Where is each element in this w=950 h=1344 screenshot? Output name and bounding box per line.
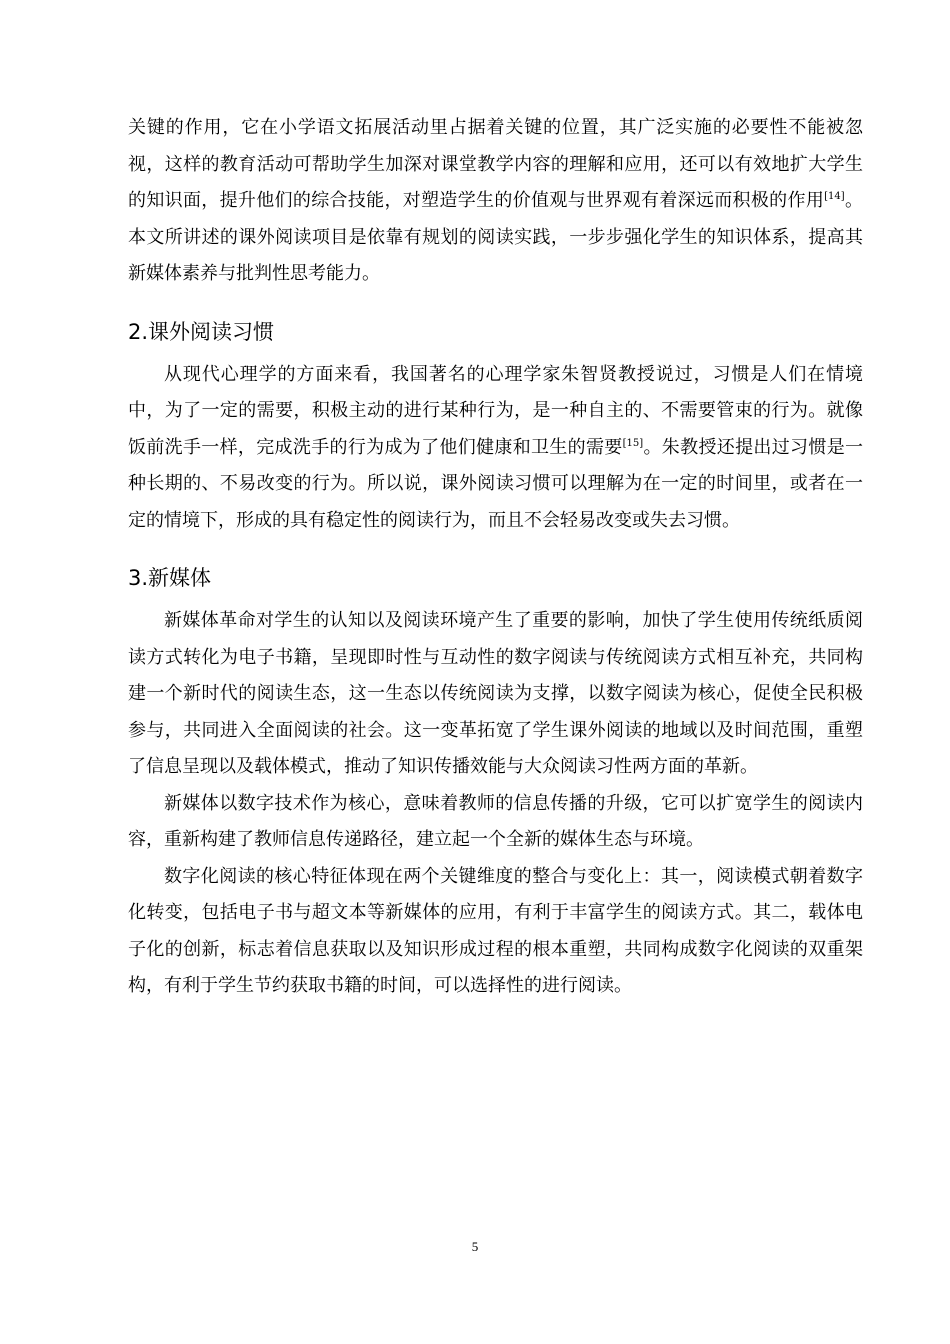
- paragraph-reading-habit: [128, 357, 863, 540]
- page-number: 5: [471, 1239, 479, 1254]
- paragraph-text: 。本文所讲述的课外阅读项目是依靠有规划的阅读实践，一步步强化学生的知识体系，提高其新媒体素养与批判性思考能力。: [128, 190, 864, 284]
- paragraph-text: 关键的作用，它在小学语文拓展活动里占据着关键的位置，其广泛实施的必要性不能被忽视，这样的教育活动可帮助学生加深对课堂教学内容的理解和应用，还可以有效地扩大学生的知识面，提升他们的综合技能，对塑造学生的价值观与世界观有着深远而积极的作用: [128, 117, 863, 211]
- section-heading-new-media: 3.新媒体: [128, 566, 212, 590]
- paragraph-digital-reading: 数字化阅读的核心特征体现在两个关键维度的整合与变化上：其一，阅读模式朝着数字化转变，包括电子书与超文本等新媒体的应用，有利于丰富学生的阅读方式。其二，载体电子化的创新，标志着信息获取以及知识形成过程的根本重塑，共同构成数字化阅读的双重架构，有利于学生节约获取书籍的时间，可以选择性的进行阅读。: [128, 865, 863, 996]
- citation-14: [14]: [824, 191, 845, 202]
- document-body: [128, 110, 863, 1005]
- section-heading-reading-habit: 2.课外阅读习惯: [128, 319, 275, 344]
- paragraph-text: 从现代心理学的方面来看，我国著名的心理学家朱智贤教授说过，习惯是人们在情境中，为了一定的需要，积极主动的进行某种行为，是一种自主的、不需要管束的行为。就像饭前洗手一样，完成洗手的行为成为了他们健康和卫生的需要: [128, 363, 863, 458]
- paragraph-new-media-core: 新媒体以数字技术作为核心，意味着教师的信息传播的升级，它可以扩宽学生的阅读内容，重新构建了教师信息传递路径，建立起一个全新的媒体生态与环境。: [128, 792, 863, 850]
- paragraph-text: 。朱教授还提出过习惯是一种长期的、不易改变的行为。所以说，课外阅读习惯可以理解为在一定的时间里，或者在一定的情境下，形成的具有稳定性的阅读行为，而且不会轻易改变或失去习惯。: [128, 436, 864, 531]
- citation-15: [15]: [622, 437, 644, 449]
- paragraph-new-media-revolution: 新媒体革命对学生的认知以及阅读环境产生了重要的影响，加快了学生使用传统纸质阅读方式转化为电子书籍，呈现即时性与互动性的数字阅读与传统阅读方式相互补充，共同构建一个新时代的阅读生态，这一生态以传统阅读为支撑，以数字阅读为核心，促使全民积极参与，共同进入全面阅读的社会。这一变革拓宽了学生课外阅读的地域以及时间范围，重塑了信息呈现以及载体模式，推动了知识传播效能与大众阅读习性两方面的革新。: [128, 610, 863, 777]
- paragraph-continuation: [128, 110, 863, 293]
